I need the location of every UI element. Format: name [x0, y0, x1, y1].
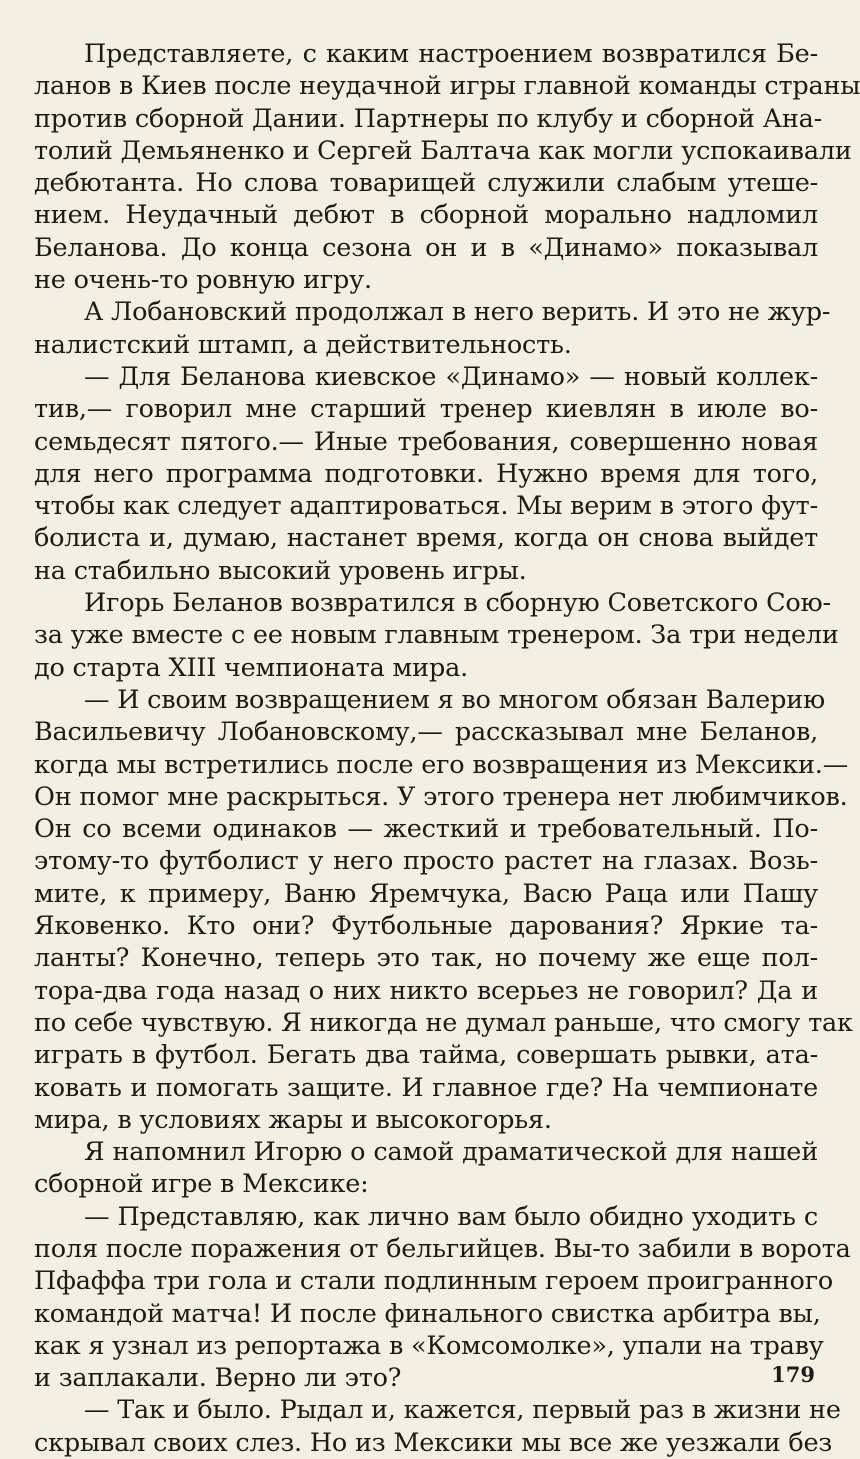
text-line: сборной игре в Мексике:: [34, 1169, 369, 1200]
text-line: — Так и было. Рыдал и, кажется, первый раз в жизни не: [84, 1395, 841, 1426]
text-line: ковать и помогать защите. И главное где? На чемпионате: [34, 1072, 818, 1103]
text-line: Васильевичу Лобановскому,— рассказывал мне Беланов,: [34, 717, 818, 748]
text-line: за уже вместе с ее новым главным тренером. За три недели: [34, 620, 839, 651]
text-line: тив,— говорил мне старший тренер киевлян в июле во-: [34, 394, 818, 425]
text-line: этому-то футболист у него просто растет на глазах. Возь-: [34, 846, 818, 877]
body-text: [34, 38, 860, 1459]
text-line: не очень-то ровную игру.: [34, 265, 372, 296]
text-line: до старта XIII чемпионата мира.: [34, 652, 468, 683]
text-line: Яковенко. Кто они? Футбольные дарования? Яркие та-: [34, 911, 818, 942]
text-line: Представляете, с каким настроением возвратился Бе-: [84, 39, 818, 69]
text-line: по себе чувствую. Я никогда не думал раньше, что смогу так: [34, 1007, 853, 1038]
text-line: скрывал своих слез. Но из Мексики мы все же уезжали без: [34, 1427, 833, 1458]
text-line: и заплакали. Верно ли это?: [34, 1363, 402, 1394]
text-line: на стабильно высокий уровень игры.: [34, 555, 527, 586]
text-line: мира, в условиях жары и высокогорья.: [34, 1104, 552, 1135]
text-line: Он со всеми одинаков — жесткий и требовательный. По-: [34, 814, 818, 845]
text-line: когда мы встретились после его возвращения из Мексики.—: [34, 749, 849, 780]
text-line: Беланова. До конца сезона он и в «Динамо» показывал: [34, 232, 818, 263]
text-line: налистский штамп, а действительность.: [34, 329, 572, 360]
text-line: Пфаффа три гола и стали подлинным героем проигранного: [34, 1266, 834, 1297]
text-line: против сборной Дании. Партнеры по клубу и сборной Ана-: [34, 103, 823, 134]
text-line: Он помог мне раскрыться. У этого тренера нет любимчиков.: [34, 781, 848, 812]
text-line: поля после поражения от бельгийцев. Вы-то забили в ворота: [34, 1233, 851, 1264]
text-line: А Лобановский продолжал в него верить. И это не жур-: [84, 297, 831, 328]
text-line: ланты? Конечно, теперь это так, но почему же еще пол-: [34, 943, 818, 974]
page-number: 179: [771, 1362, 815, 1387]
text-line: для него программа подготовки. Нужно время для того,: [34, 458, 818, 489]
text-line: мите, к примеру, Ваню Яремчука, Васю Раца или Пашу: [34, 878, 818, 909]
text-line: ланов в Киев после неудачной игры главной команды страны: [34, 71, 860, 102]
text-line: чтобы как следует адаптироваться. Мы верим в этого фут-: [34, 491, 818, 522]
text-line: нием. Неудачный дебют в сборной морально надломил: [34, 200, 818, 231]
text-line: — И своим возвращением я во многом обязан Валерию: [84, 684, 825, 715]
text-line: как я узнал из репортажа в «Комсомолке», упали на траву: [34, 1330, 824, 1361]
text-line: тора-два года назад о них никто всерьез не говорил? Да и: [34, 975, 818, 1006]
text-line: семьдесят пятого.— Иные требования, совершенно новая: [34, 426, 818, 457]
text-line: командой матча! И после финального свистка арбитра вы,: [34, 1298, 821, 1329]
text-line: — Для Беланова киевское «Динамо» — новый коллек-: [84, 361, 818, 392]
text-line: — Представляю, как лично вам было обидно уходить с: [84, 1201, 818, 1232]
text-line: Я напомнил Игорю о самой драматической для нашей: [84, 1137, 818, 1168]
text-line: Игорь Беланов возвратился в сборную Советского Сою-: [84, 588, 831, 619]
text-line: играть в футбол. Бегать два тайма, совершать рывки, ата-: [34, 1040, 818, 1071]
text-line: болиста и, думаю, настанет время, когда он снова выйдет: [34, 523, 818, 554]
text-line: дебютанта. Но слова товарищей служили слабым утеше-: [34, 168, 818, 199]
text-line: толий Демьяненко и Сергей Балтача как могли успокаивали: [34, 135, 852, 166]
